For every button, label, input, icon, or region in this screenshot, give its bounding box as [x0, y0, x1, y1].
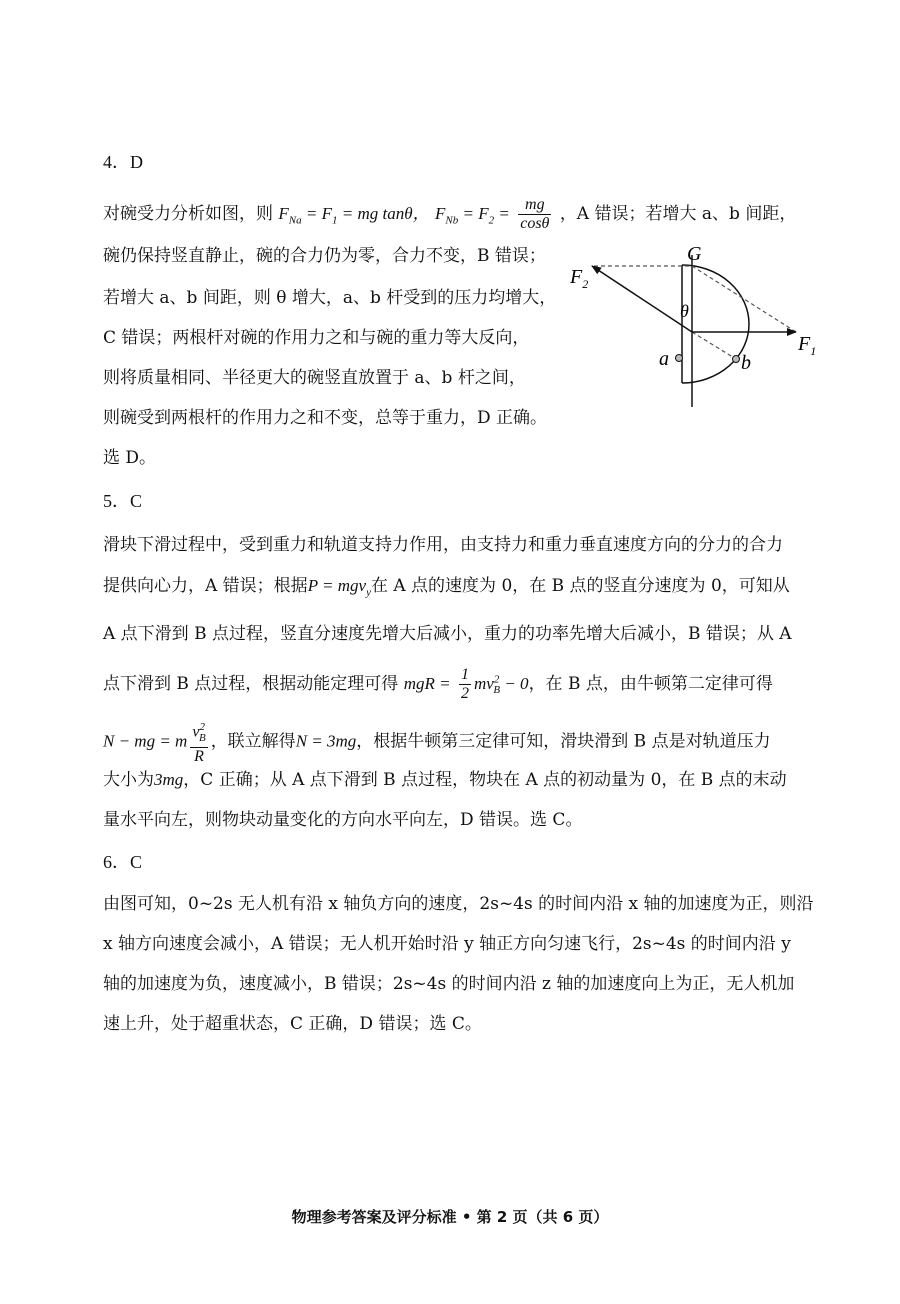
label-g: G: [687, 243, 702, 265]
q4-label: 4．D: [103, 152, 143, 172]
q5-line-7: 量水平向左，则物块动量变化的方向水平向左，D 错误。选 C。: [103, 810, 583, 830]
q5-line-5: N − mg = m $\frac{v^2_B}{R}$ ，联立解得N = 3mg，根据牛顿第三定律可知，滑块滑到 B 点是对轨道压力: [103, 718, 771, 766]
q4-line-7: 选 D。: [103, 448, 157, 468]
q4-line-1-tail: ，A 错误；若增大 a、b 间距，: [559, 204, 797, 224]
page-footer: 物理参考答案及评分标准 • 第 2 页（共 6 页）: [291, 1208, 609, 1226]
q4-line-1: [103, 196, 796, 233]
label-f2: $F_2$: [570, 266, 589, 291]
label-theta: θ: [680, 301, 689, 321]
f2-arrow: [592, 266, 692, 332]
q6-line-4: 速上升，处于超重状态，C 正确，D 错误；选 C。: [103, 1014, 482, 1034]
q5-fraction-half: $\frac{1}{2}$: [461, 666, 470, 702]
dashed-diagonal: [692, 266, 796, 332]
q4-formula-fna: $F_{Na} = F_1$ = mg tanθ，: [278, 204, 430, 227]
rod-a: [676, 355, 683, 362]
q5-formula-power: P = mgv$_y$: [307, 576, 371, 599]
q4-fraction: $\frac{mg}{\cos\theta}$: [520, 196, 550, 232]
rod-b: [733, 356, 740, 363]
q4-line-6: 则碗受到两根杆的作用力之和不变，总等于重力，D 正确。: [103, 408, 548, 428]
q6-line-1: 由图可知，0~2s 无人机有沿 x 轴负方向的速度，2s~4s 的时间内沿 x 轴的加速度为正，则沿: [103, 894, 814, 914]
q6-label: 6．C: [103, 852, 143, 872]
q5-label: 5．C: [103, 491, 143, 511]
q5-formula-energy: mgR =: [403, 674, 451, 693]
q4-line-1-text: 对碗受力分析如图，则: [103, 204, 273, 224]
q4-line-5: 则将质量相同、半径更大的碗竖直放置于 a、b 杆之间，: [103, 368, 526, 388]
q5-fraction-v2r: $\frac{v^2_B}{R}$: [190, 718, 207, 766]
label-f1: $F_1$: [798, 333, 817, 358]
q5-line-3: A 点下滑到 B 点过程，竖直分速度先增大后减小，重力的功率先增大后减小，B 错误；从 A: [103, 624, 792, 644]
q6-line-2: x 轴方向速度会减小，A 错误；无人机开始时沿 y 轴正方向匀速飞行，2s~4s 的时间内沿 y: [103, 934, 791, 954]
q6-line-3: 轴的加速度为负，速度减小，B 错误；2s~4s 的时间内沿 z 轴的加速度向上为正，无人机加: [103, 974, 795, 994]
q4-line-2: 碗仍保持竖直静止，碗的合力仍为零，合力不变，B 错误；: [103, 246, 546, 266]
label-b: b: [741, 352, 751, 374]
q5-formula-newton: N − mg = m: [103, 731, 188, 751]
q4-line-3: 若增大 a、b 间距，则 θ 增大，a、b 杆受到的压力均增大，: [103, 288, 557, 308]
q5-line-1: 滑块下滑过程中，受到重力和轨道支持力作用，由支持力和重力垂直速度方向的分力的合力: [103, 535, 783, 555]
q5-line-4: 点下滑到 B 点过程，根据动能定理可得 mgR = $\frac{1}{2}$ $mv^2_B - 0$，在 B 点，由牛顿第二定律可得: [103, 666, 773, 702]
q5-line-2: 提供向心力，A 错误；根据P = mgv$_y$在 A 点的速度为 0，在 B 点的竖直分速度为 0，可知从: [103, 576, 790, 599]
force-diagram: [560, 235, 835, 415]
q4-formula-fnb: $F_{Nb} = F_2$ =: [434, 204, 510, 227]
q5-line-6: 大小为3mg，C 正确；从 A 点下滑到 B 点过程，物块在 A 点的初动量为 0，在 B 点的末动: [103, 770, 787, 790]
q4-line-4: C 错误；两根杆对碗的作用力之和与碗的重力等大反向，: [103, 328, 530, 348]
q5-formula-result: N = 3mg: [295, 731, 357, 751]
dashed-to-b: [692, 332, 736, 359]
label-a: a: [659, 348, 669, 370]
